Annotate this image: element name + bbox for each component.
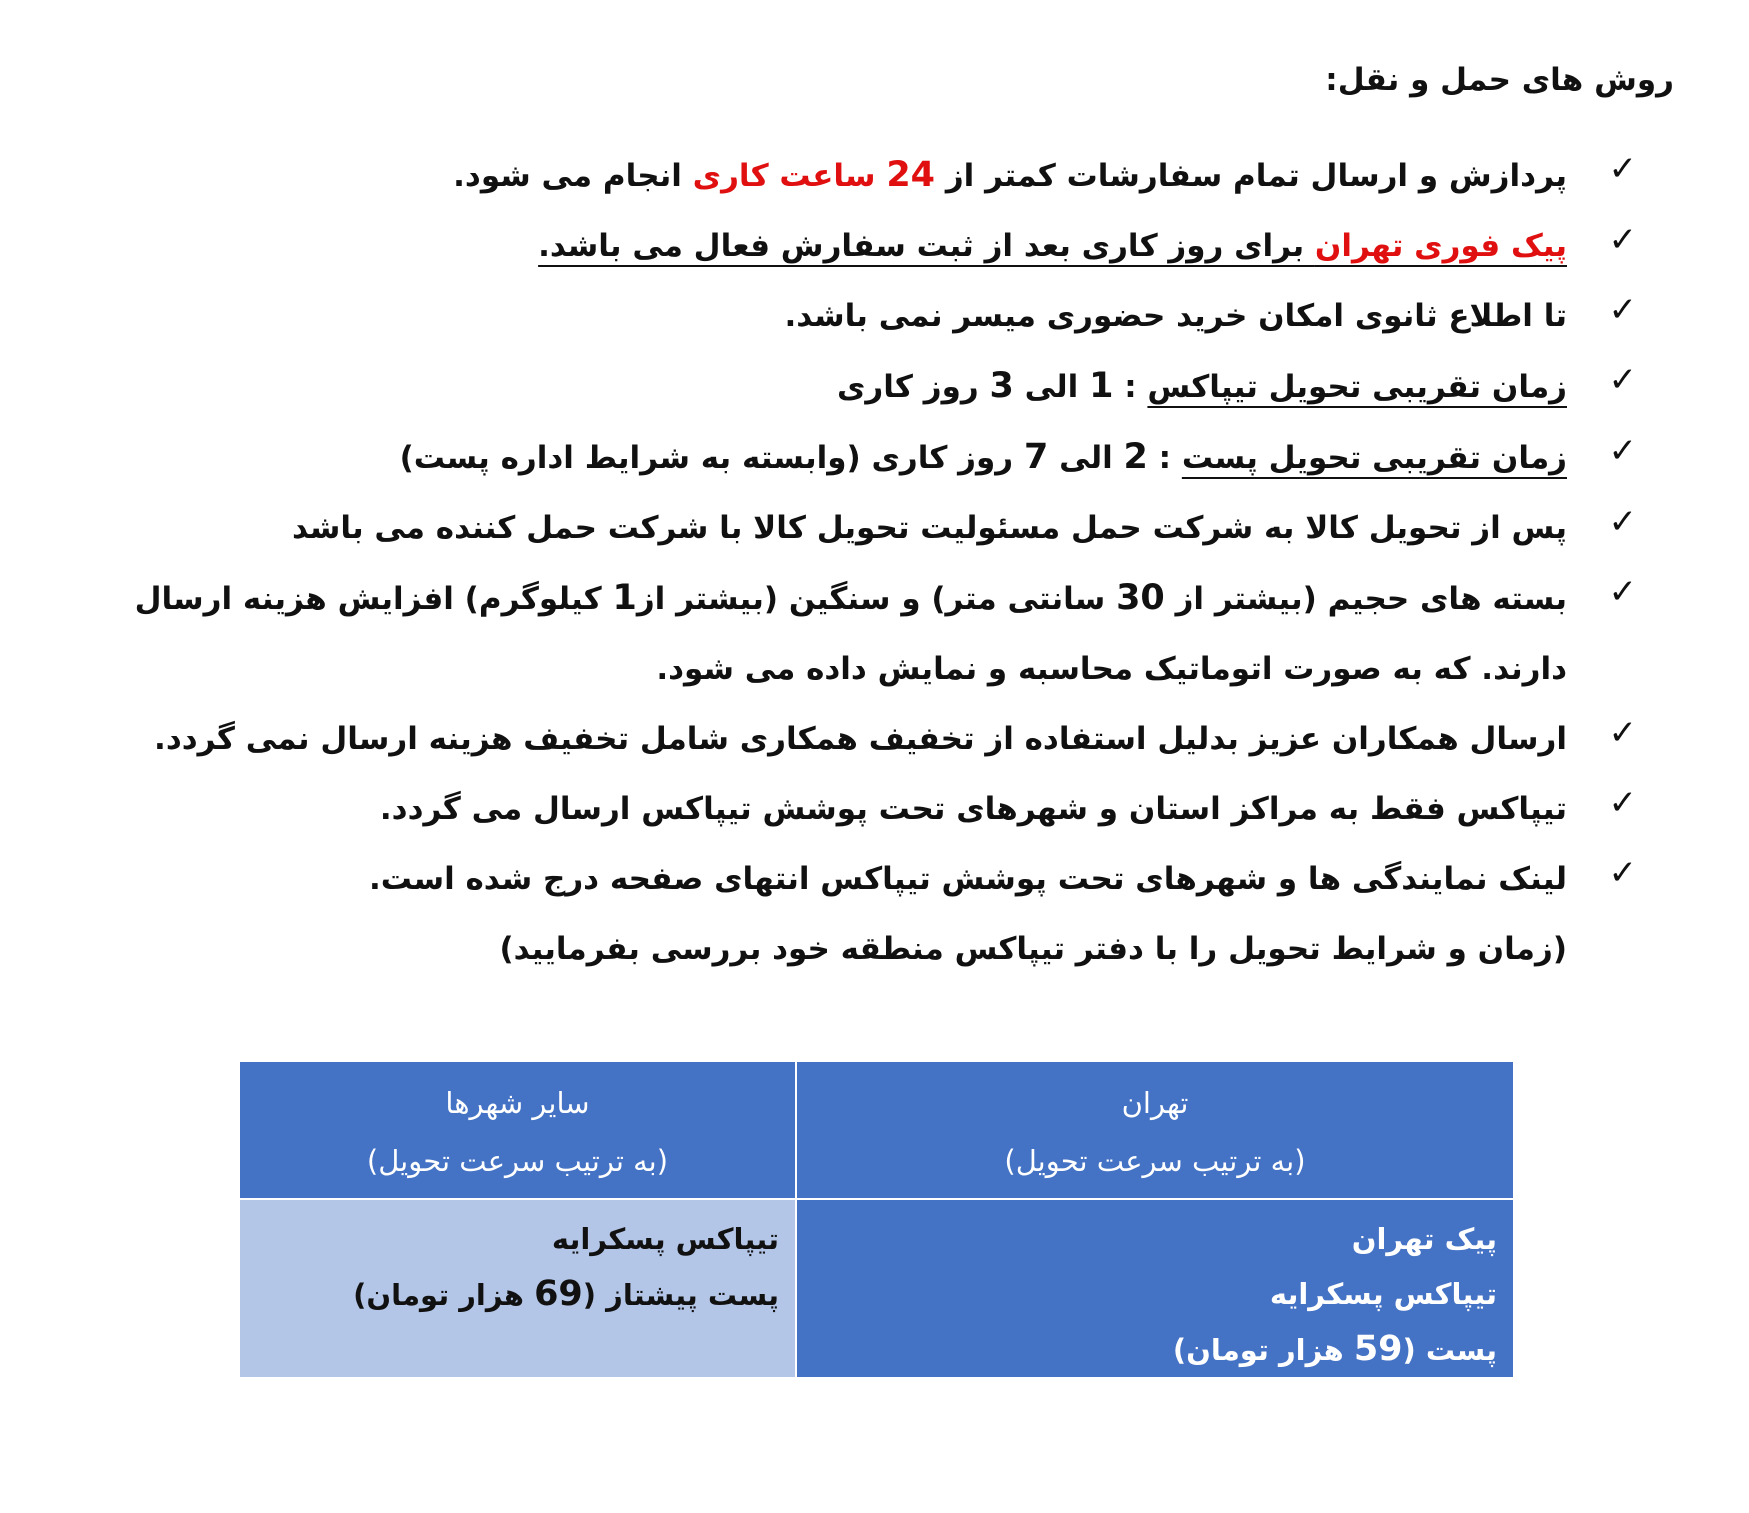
table-header-tehran (797, 1062, 1513, 1198)
item-text: : (1147, 440, 1182, 476)
item-text: پردازش و ارسال تمام سفارشات کمتر از (935, 158, 1567, 194)
check-icon: ✓ (1608, 290, 1637, 330)
header-subtitle: (به ترتیب سرعت تحویل) (366, 1144, 669, 1178)
table-header-other-cities (240, 1062, 795, 1198)
header-subtitle: (به ترتیب سرعت تحویل) (1004, 1144, 1306, 1178)
method-line: تیپاکس پسکرایه (1269, 1277, 1497, 1311)
price-number: 59 (1353, 1329, 1403, 1369)
list-item (77, 563, 1637, 704)
item-text: : (1113, 369, 1148, 405)
item-highlight-text: ساعت کاری (692, 158, 887, 194)
item-text: زمان تقریبی تحویل پست (1181, 440, 1567, 476)
table-cell-tehran-methods (797, 1200, 1513, 1377)
list-item (77, 140, 1637, 211)
list-item (77, 493, 1637, 563)
check-icon: ✓ (1608, 360, 1637, 400)
item-text: روز کاری (837, 369, 990, 405)
method-line (240, 1267, 779, 1323)
item-text: الی (1048, 440, 1124, 476)
method-text: پست پیشتاز ( (582, 1278, 779, 1312)
item-text: الی (1013, 369, 1090, 405)
item-text: لینک نمایندگی ها و شهرهای تحت پوشش تیپاکس انتهای صفحه درج شده است. (369, 861, 1567, 897)
item-number: 7 (1023, 437, 1049, 477)
list-item (77, 422, 1637, 493)
method-line (797, 1322, 1497, 1378)
item-highlight-text: پیک فوری تهران (1314, 228, 1567, 264)
shipping-table (240, 1062, 1513, 1377)
item-text: تیپاکس فقط به مراکز استان و شهرهای تحت پوشش تیپاکس ارسال می گردد. (379, 791, 1567, 827)
header-title: تهران (1121, 1086, 1189, 1120)
delivery-note: (زمان و شرایط تحویل را با دفتر تیپاکس منطقه خود بررسی بفرمایید) (499, 931, 1567, 967)
shipping-methods-heading: روش های حمل و نقل: (1325, 62, 1674, 98)
method-text: پست ( (1402, 1333, 1497, 1367)
item-number: 3 (989, 366, 1014, 406)
method-line: تیپاکس پسکرایه (551, 1222, 779, 1256)
table-cell-other-methods (240, 1200, 795, 1377)
list-item (77, 774, 1637, 844)
check-icon: ✓ (1608, 572, 1637, 612)
check-icon: ✓ (1608, 220, 1637, 260)
check-icon: ✓ (1608, 853, 1637, 893)
method-line: پیک تهران (1351, 1222, 1497, 1256)
item-text: تا اطلاع ثانوی امکان خرید حضوری میسر نمی باشد. (784, 298, 1567, 334)
item-number: 2 (1123, 437, 1148, 477)
item-text: بسته های حجیم (بیشتر از (1164, 581, 1567, 617)
list-item (77, 281, 1637, 351)
item-number: 1 (1089, 366, 1114, 406)
check-icon: ✓ (1608, 713, 1637, 753)
list-item (77, 351, 1637, 422)
item-number: 30 (1116, 578, 1165, 618)
list-item (77, 211, 1637, 281)
item-text: برای روز کاری بعد از ثبت سفارش فعال می باشد. (538, 228, 1315, 264)
list-item (77, 704, 1637, 774)
check-icon: ✓ (1608, 149, 1637, 189)
item-text: سانتی متر) و سنگین (بیشتر از (636, 581, 1117, 617)
check-icon: ✓ (1608, 783, 1637, 823)
item-text: پس از تحویل کالا به شرکت حمل مسئولیت تحویل کالا با شرکت حمل کننده می باشد (291, 510, 1567, 546)
item-highlight-number: 24 (886, 155, 936, 195)
item-text: انجام می شود. (453, 158, 693, 194)
item-text: ارسال همکاران عزیز بدلیل استفاده از تخفیف همکاری شامل تخفیف هزینه ارسال نمی گردد. (154, 721, 1567, 757)
price-number: 69 (534, 1274, 583, 1314)
item-text: زمان تقریبی تحویل تیپاکس (1147, 369, 1567, 405)
item-text: روز کاری (وابسته به شرایط اداره پست) (399, 440, 1024, 476)
method-text: هزار تومان) (353, 1278, 535, 1312)
method-text: هزار تومان) (1172, 1333, 1354, 1367)
item-text: کیلوگرم) افزایش هزینه ارسال دارند. که به صورت اتوماتیک محاسبه و نمایش داده می شود. (134, 581, 1567, 687)
check-icon: ✓ (1608, 431, 1637, 471)
list-item (77, 844, 1637, 914)
item-number: 1 (612, 578, 637, 618)
shipping-rules-list (77, 140, 1637, 984)
header-title: سایر شهرها (445, 1086, 590, 1120)
check-icon: ✓ (1608, 502, 1637, 542)
